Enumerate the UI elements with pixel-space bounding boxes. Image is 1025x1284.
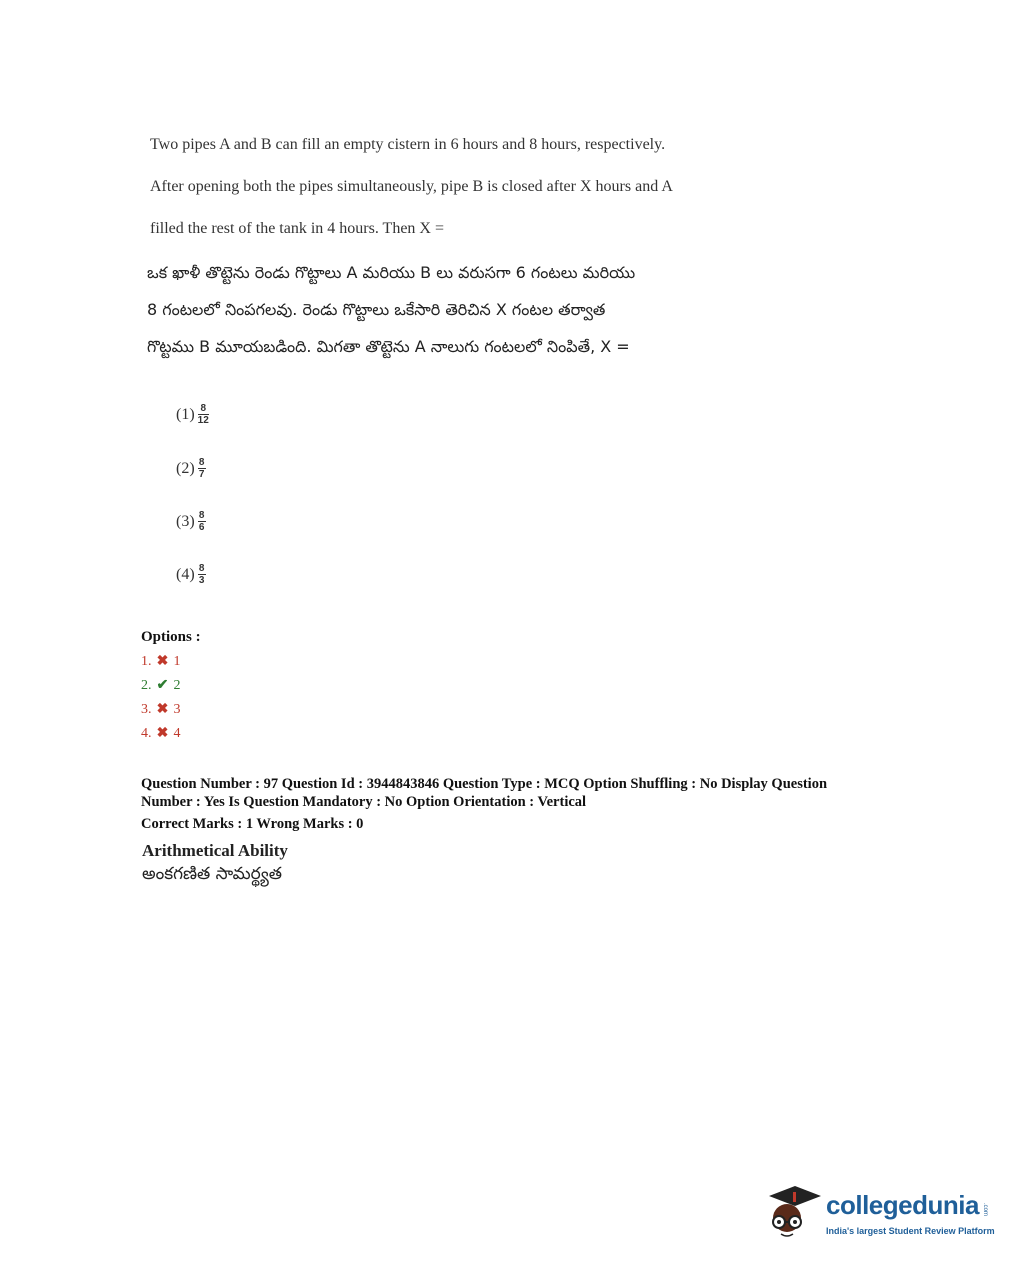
option-1 [141, 653, 181, 670]
question-english-line-3: filled the rest of the tank in 4 hours. Then X = [150, 220, 444, 237]
question-meta-line-2: Number : Yes Is Question Mandatory : No Option Orientation : Vertical [141, 794, 587, 810]
question-telugu-line-2: 8 గంటలలో నింపగలవు. రెండు గొట్టాలు ఒకేసారి తెరిచిన X గంటల తర్వాత [147, 300, 606, 319]
logo-domain-suffix: .com [982, 1203, 988, 1217]
option-value: 3 [173, 701, 181, 717]
option-value: 4 [173, 725, 181, 741]
question-meta-line-1: Question Number : 97 Question Id : 3944843846 Question Type : MCQ Option Shuffling : No Display Question [141, 776, 828, 792]
option-index: 4. [141, 725, 152, 741]
check-icon: ✔ [156, 678, 169, 693]
choice-number: (1) [176, 405, 195, 423]
fraction-numerator: 8 [198, 510, 205, 521]
option-value: 1 [173, 653, 181, 669]
question-marks: Correct Marks : 1 Wrong Marks : 0 [141, 816, 364, 832]
choice-number: (2) [176, 459, 195, 477]
cap-tassel [793, 1192, 796, 1202]
option-2 [141, 677, 181, 694]
option-3 [141, 701, 181, 718]
fraction-numerator: 8 [198, 563, 205, 574]
choice-number: (3) [176, 512, 195, 530]
choice-2 [176, 457, 206, 480]
choice-number: (4) [176, 565, 195, 583]
section-title-telugu: అంకగణిత సామర్థ్యత [142, 864, 282, 884]
cross-icon: ✖ [156, 702, 169, 717]
cross-icon: ✖ [156, 726, 169, 741]
option-index: 3. [141, 701, 152, 717]
option-value: 2 [173, 677, 181, 693]
option-4 [141, 725, 181, 742]
fraction-denominator: 6 [198, 522, 205, 533]
option-index: 2. [141, 677, 152, 693]
question-english-line-2: After opening both the pipes simultaneously, pipe B is closed after X hours and A [150, 178, 673, 195]
logo-tagline: India's largest Student Review Platform [826, 1226, 995, 1236]
choice-fraction [198, 403, 209, 426]
choice-fraction [198, 457, 206, 480]
question-telugu-line-1: ఒక ఖాళీ తొట్టెను రెండు గొట్టాలు A మరియు B లు వరుసగా 6 గంటలు మరియు [147, 263, 636, 282]
fraction-numerator: 8 [200, 403, 206, 414]
choice-4 [176, 563, 206, 586]
collegedunia-logo-mascot [765, 1178, 825, 1248]
question-telugu-line-3: గొట్టము B మూయబడింది. మిగతా తొట్టెను A నాలుగు గంటలలో నింపితే, X = [147, 337, 630, 356]
options-title: Options : [141, 629, 201, 645]
cross-icon: ✖ [156, 654, 169, 669]
logo-wordmark: collegedunia [826, 1190, 979, 1220]
choice-3 [176, 510, 206, 533]
choice-fraction [198, 510, 206, 533]
choice-fraction [198, 563, 206, 586]
fraction-numerator: 8 [198, 457, 205, 468]
choice-1 [176, 403, 209, 426]
fraction-denominator: 12 [197, 415, 209, 426]
question-english-line-1: Two pipes A and B can fill an empty cistern in 6 hours and 8 hours, respectively. [150, 136, 666, 153]
fraction-denominator: 3 [198, 575, 205, 586]
option-index: 1. [141, 653, 152, 669]
fraction-denominator: 7 [198, 469, 205, 480]
section-title: Arithmetical Ability [142, 841, 288, 860]
